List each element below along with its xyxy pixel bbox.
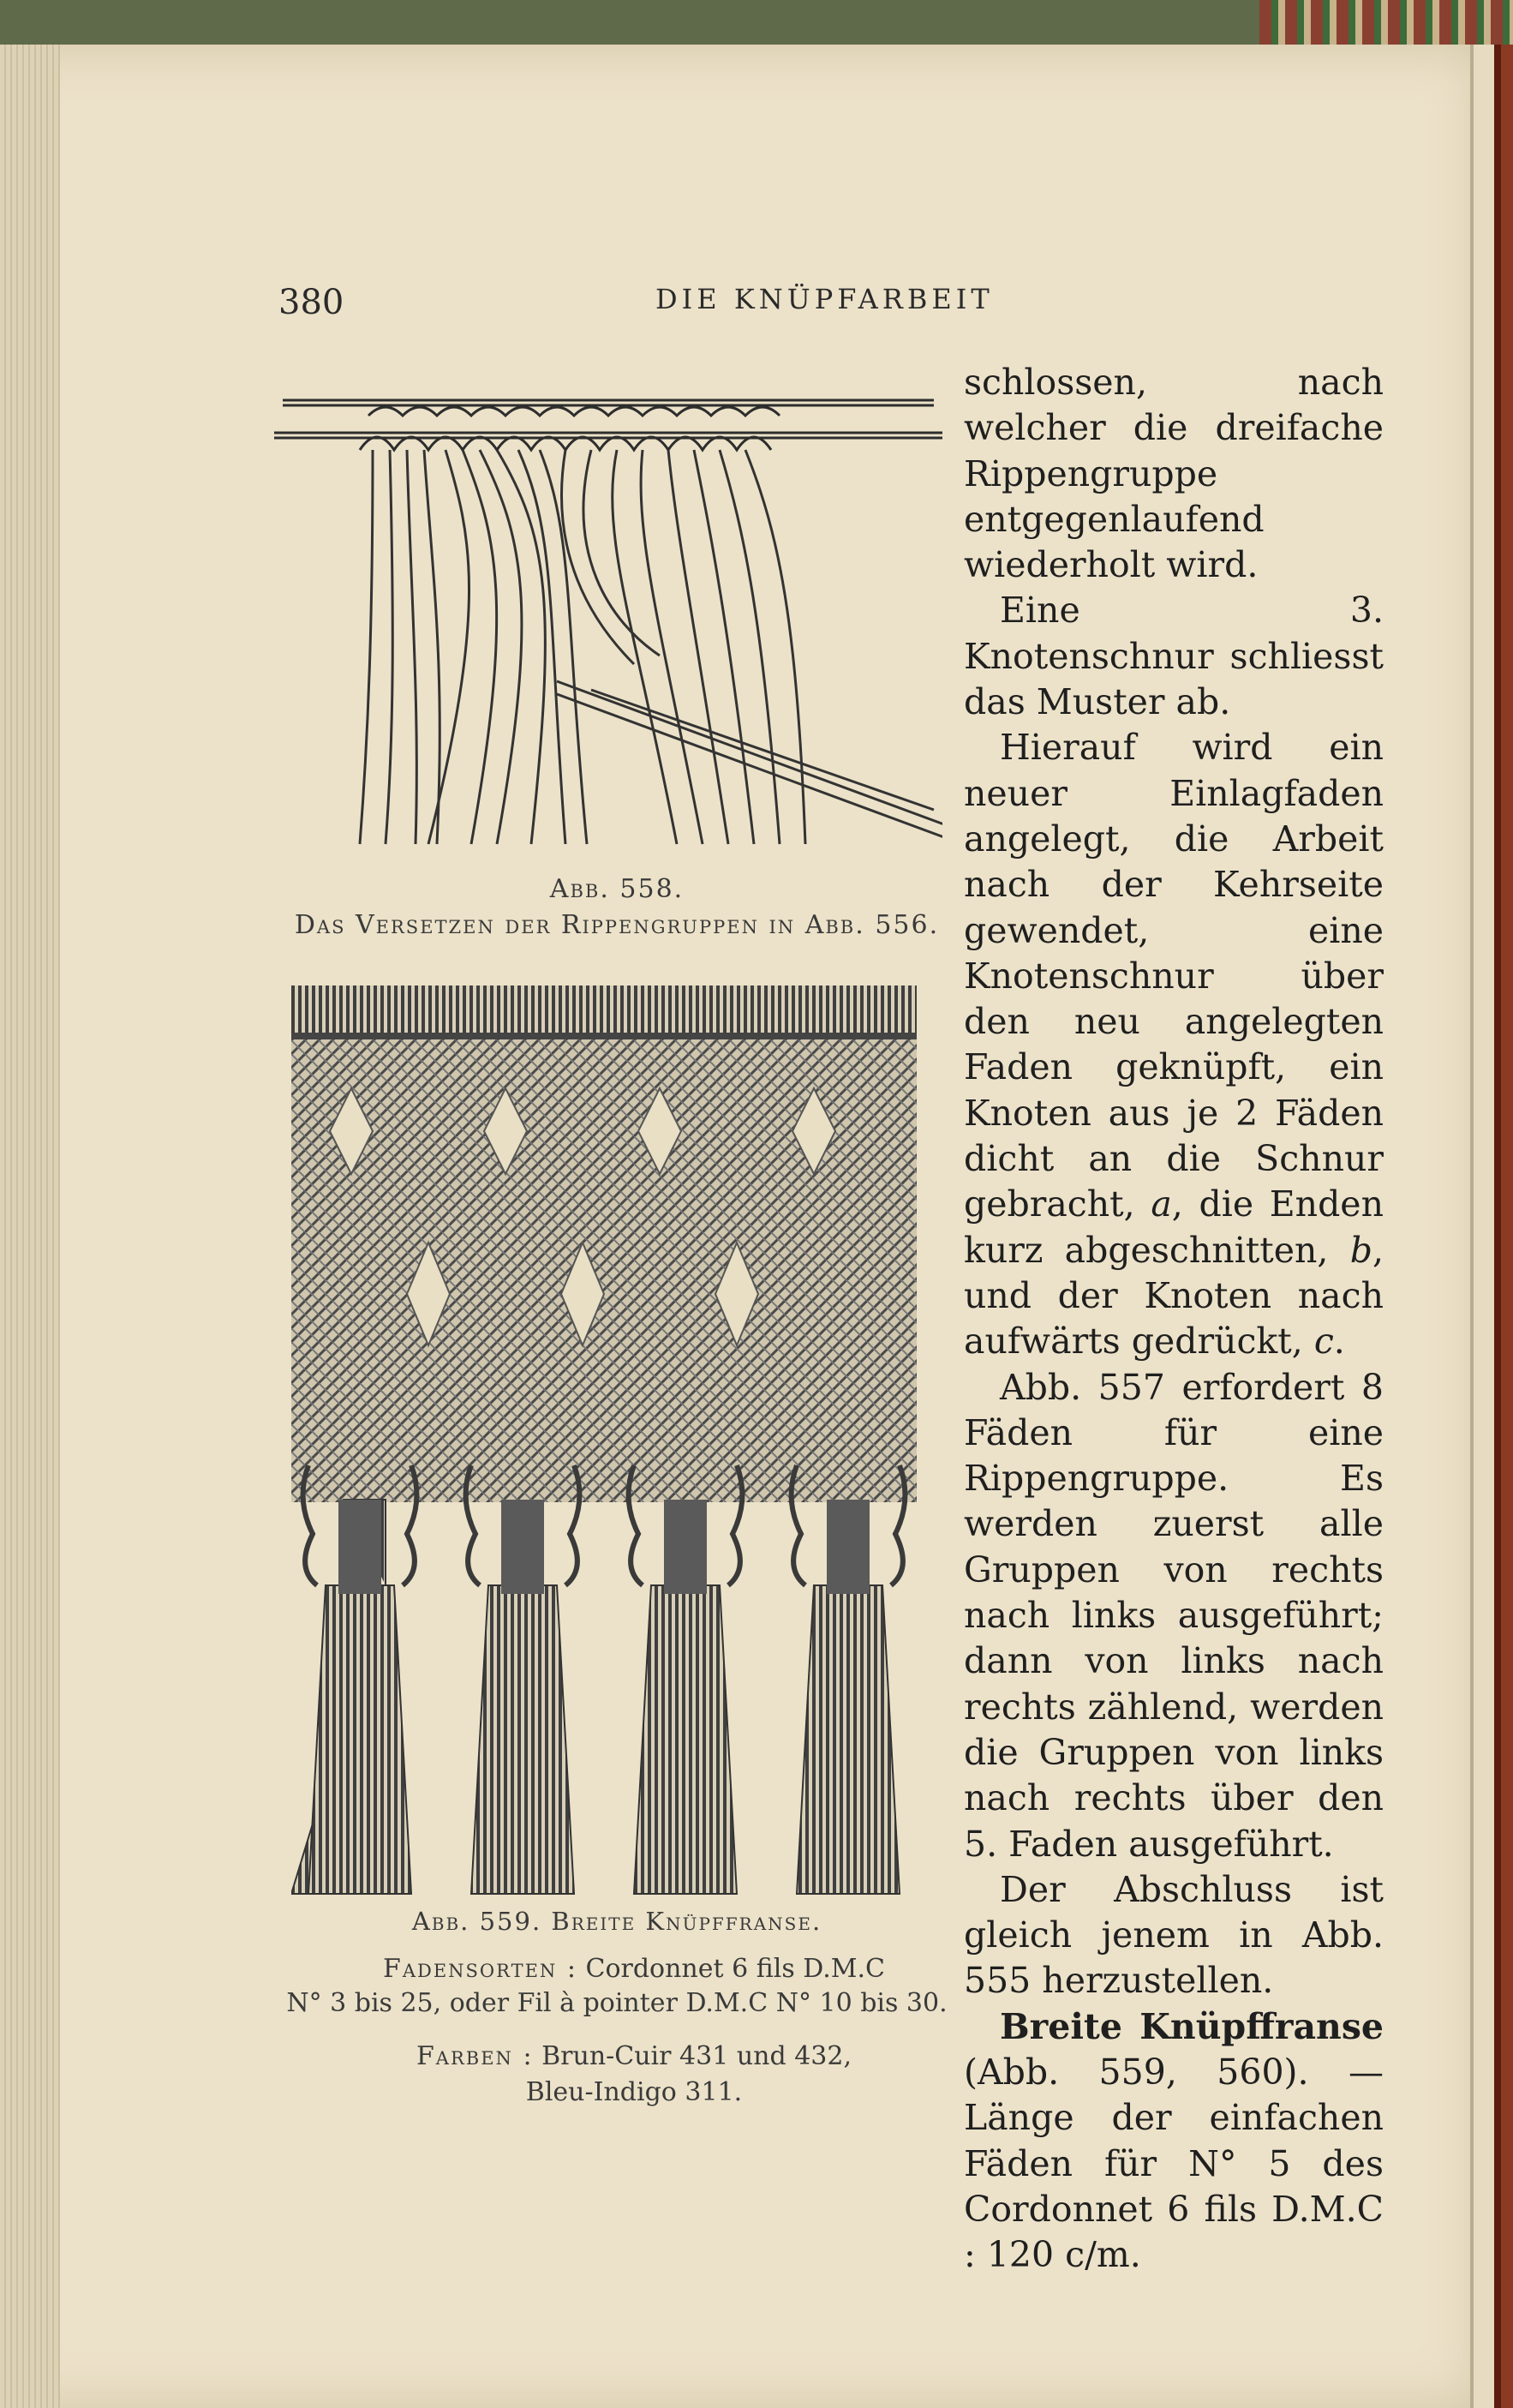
figure-558-illustration	[274, 364, 942, 866]
text-run-italic: c	[1313, 1321, 1334, 1363]
figure-559-fadensorten	[351, 1954, 917, 1984]
paragraph: Der Abschluss ist gleich jenem in Abb. 555 herzustellen.	[964, 1868, 1384, 2002]
farben-line1: Brun-Cuir 431 und 432,	[541, 2041, 852, 2071]
paragraph	[964, 725, 1384, 1364]
paragraph: schlossen, nach welcher die dreifache Rippengruppe entgegenlaufend wiederholt wird.	[964, 362, 1384, 586]
text-run: , die Enden kurz abgeschnitten,	[964, 1183, 1384, 1271]
section-heading: Breite Knüpffranse	[1000, 2005, 1384, 2047]
figure-559-illustration	[291, 985, 917, 1902]
text-run: .	[1333, 1321, 1345, 1363]
page-edges-left	[0, 45, 60, 2408]
paragraph: Eine 3. Knotenschnur schliesst das Muster ab.	[964, 590, 1384, 723]
text-run: Hierauf wird ein neuer Einlagfaden angelegt, die Arbeit nach der Kehrseite gewendet, eine Knotenschnur über den neu angelegten Faden geknüpft, ein Knoten aus je 2 Fäden dicht an die Schnur gebracht,	[964, 727, 1384, 1225]
text-run: , und der Knoten nach aufwärts gedrückt,	[964, 1229, 1384, 1363]
text-run-italic: b	[1349, 1229, 1372, 1271]
figure-559-caption: Abb. 559. Breite Knüpffranse.	[411, 1907, 822, 1936]
fadensorten-line1: Cordonnet 6 fils D.M.C	[585, 1954, 885, 1984]
figure-558-number: Abb. 558.	[549, 874, 685, 904]
farben-line2: Bleu-Indigo 311.	[525, 2077, 743, 2107]
fadensorten-line2: N° 3 bis 25, oder Fil à pointer D.M.C N° 10 bis 30.	[286, 1988, 948, 2018]
page-number: 380	[278, 283, 344, 322]
body-text-column	[964, 360, 1384, 2278]
running-title: DIE KNÜPFARBEIT	[655, 283, 994, 315]
figure-559-farben	[360, 2041, 908, 2071]
paragraph: Abb. 557 erfordert 8 Fäden für eine Rippengruppe. Es werden zuerst alle Gruppen von rechts nach links ausgeführt; dann von links nach rechts zählend, werden die Gruppen von links nach rechts über den 5. Faden ausgeführt.	[964, 1366, 1384, 1865]
fadensorten-label: Fadensorten :	[383, 1954, 577, 1984]
paragraph	[964, 2004, 1384, 2279]
text-run: (Abb. 559, 560). — Länge der einfachen Fäden für N° 5 des Cordonnet 6 fils D.M.C : 120 c/m.	[964, 2051, 1384, 2276]
farben-label: Farben :	[416, 2041, 534, 2071]
book-cover-right	[1470, 45, 1513, 2408]
text-run-italic: a	[1151, 1183, 1172, 1225]
figure-558-caption: Das Versetzen der Rippengruppen in Abb. 556.	[294, 910, 940, 940]
